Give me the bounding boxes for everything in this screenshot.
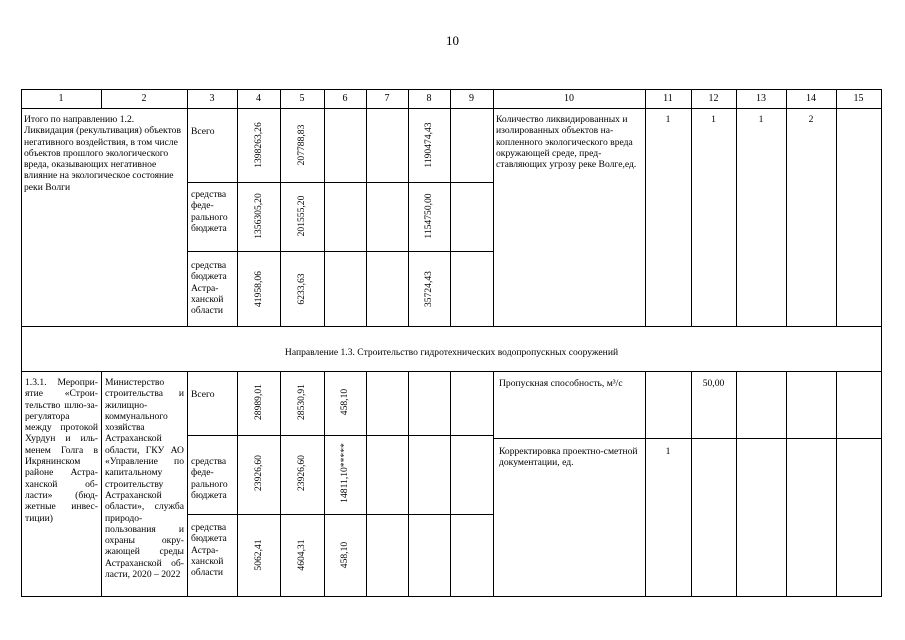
cell-value: 1	[711, 114, 716, 125]
page-number: 10	[446, 33, 459, 48]
section-heading: Направление 1.3. Строительство гидротехнических водопропускных сооружений	[284, 347, 619, 358]
cell-value: 5062,41	[253, 539, 264, 571]
cell-value: 4604,31	[296, 539, 307, 571]
funding-source-federal: средства феде-рального бюджета	[191, 189, 228, 234]
cell-value: 35724,43	[423, 271, 434, 307]
column-header: 6	[342, 93, 348, 104]
block-1-2-title: Итого по направлению 1.2. Ликвидация (рекультивация) объектов негативного воздействия, в том числе объектов прошлого экологического вреда, оказывающих негативное влияние на экологическое состояние реки Волги	[24, 114, 181, 193]
measure-name: 1.3.1. Меропри-ятие «Строи-тельство шлю-за-регулятора между протокой Хурдун и иль-менем Голга в Икрянинском районе Астра-ханской об-ласти» (бюд-жетные инвес-тиции)	[25, 377, 98, 524]
funding-source-federal: средства феде-рального бюджета	[191, 456, 228, 501]
cell-value: 201555,20	[296, 195, 307, 237]
column-header: 13	[756, 93, 766, 104]
column-header: 1	[58, 93, 64, 104]
cell-value: 41958,06	[253, 271, 264, 307]
column-header: 12	[708, 93, 719, 104]
cell-value: 6233,63	[296, 273, 307, 305]
column-header: 4	[256, 93, 261, 104]
executor-text: Министерство строительства и жилищно-коммунального хозяйства Астраханской области, ГКУ АО «Управление по капитальному строительству Астраханской области», служба природо-пользования и охраны окру-жающей среды Астраханской об-ласти, 2020 – 2022	[105, 377, 184, 581]
indicator-text: Количество ликвидированных и изолированных объектов на-копленного экологического вреда окружающей среде, пред-ставляющих угрозу реке Волге,ед.	[496, 114, 637, 171]
indicator-design-correction: Корректировка проектно-сметной документации, ед.	[499, 446, 638, 469]
cell-value: 23926,60	[253, 455, 264, 491]
column-header: 9	[469, 93, 474, 104]
column-header: 14	[806, 93, 816, 104]
funding-source-total: Всего	[191, 389, 215, 400]
funding-source-total: Всего	[191, 126, 215, 137]
cell-value: 28989,01	[253, 384, 264, 420]
cell-value: 207788,83	[296, 124, 307, 166]
cell-value: 28530,91	[296, 384, 307, 420]
column-header: 15	[853, 93, 864, 104]
cell-value: 1	[665, 446, 671, 457]
column-header: 11	[663, 93, 673, 104]
cell-value: 458,10	[339, 541, 350, 569]
cell-value: 1190474,43	[423, 122, 434, 168]
cell-value: 1356305,20	[253, 193, 264, 239]
cell-value: 14811,10*****	[339, 443, 350, 503]
column-header: 10	[564, 93, 574, 104]
indicator-throughput: Пропускная способность, м³/с	[499, 378, 623, 389]
cell-value: 1	[758, 114, 764, 125]
cell-value: 1154750,00	[423, 193, 434, 239]
column-header: 2	[141, 93, 147, 104]
cell-value: 2	[808, 114, 814, 125]
funding-source-regional: средства бюджета Астра-ханской области	[191, 260, 227, 317]
cell-value: 1398263,26	[253, 122, 264, 168]
cell-value: 23926,60	[296, 455, 307, 491]
column-header: 8	[426, 93, 432, 104]
data-table	[21, 89, 882, 598]
funding-source-regional: средства бюджета Астра-ханской области	[191, 522, 227, 579]
column-header: 5	[299, 93, 305, 104]
cell-value: 458,10	[339, 388, 350, 416]
column-header: 3	[209, 93, 215, 104]
cell-value: 1	[665, 114, 671, 125]
column-header: 7	[384, 93, 390, 104]
cell-value: 50,00	[702, 378, 725, 389]
